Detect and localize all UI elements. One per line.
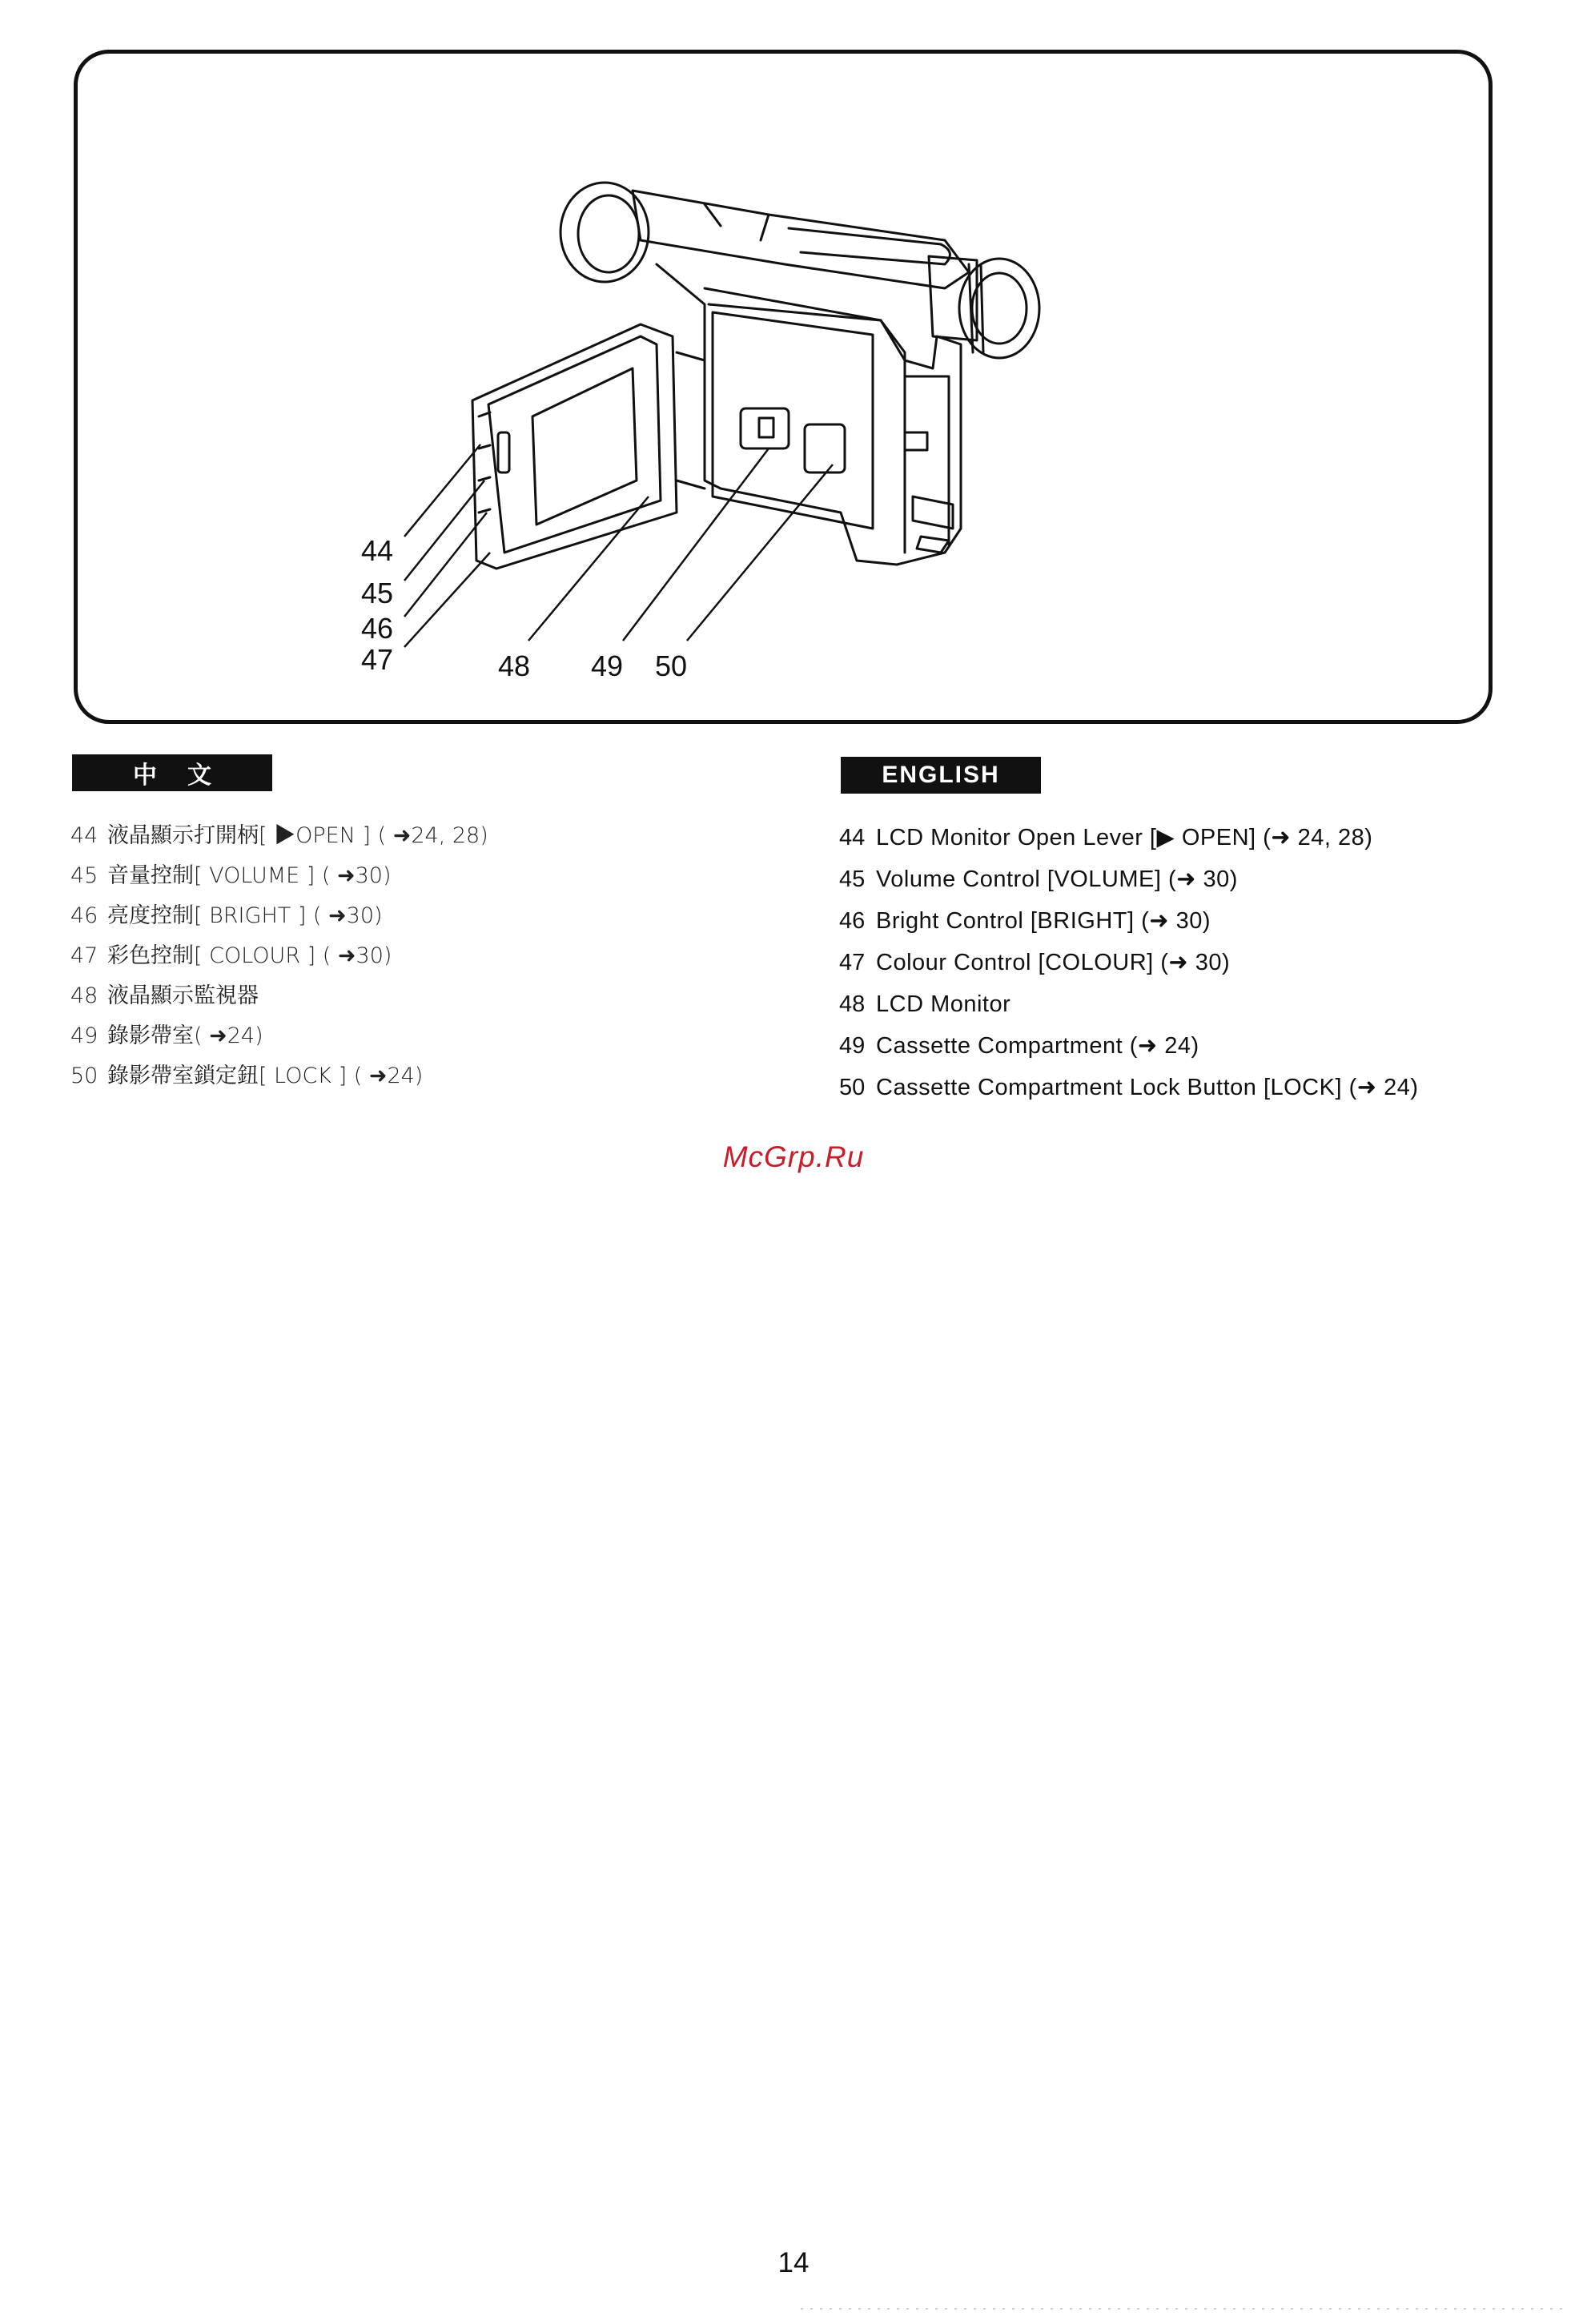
item-text: Volume Control [VOLUME] (➜ 30) xyxy=(876,866,1238,892)
item-number: 47 xyxy=(70,943,98,968)
item-text: 液晶顯示監視器 xyxy=(107,983,259,1008)
watermark-link[interactable]: McGrp.Ru xyxy=(722,1140,865,1173)
item-text: LCD Monitor Open Lever [▶ OPEN] (➜ 24, 28) xyxy=(876,825,1373,850)
list-item xyxy=(70,818,743,858)
item-number: 44 xyxy=(839,825,866,850)
item-text: Cassette Compartment Lock Button [LOCK] (➜ 24) xyxy=(876,1075,1419,1100)
callout-45: 45 xyxy=(361,577,394,609)
item-number: 48 xyxy=(70,983,98,1008)
lens-hood xyxy=(560,183,649,282)
item-number: 45 xyxy=(70,863,98,888)
list-item xyxy=(839,862,1528,903)
item-text: Colour Control [COLOUR] (➜ 30) xyxy=(876,950,1231,975)
callout-49: 49 xyxy=(591,649,624,682)
callout-47: 47 xyxy=(361,643,394,676)
list-item xyxy=(70,1059,743,1099)
list-item xyxy=(839,945,1528,987)
chinese-parts-list xyxy=(70,818,743,1099)
list-item xyxy=(839,987,1528,1028)
callout-50: 50 xyxy=(655,649,688,682)
section-heading-chinese: 中文 xyxy=(72,754,272,791)
list-item xyxy=(70,939,743,979)
item-text: 錄影帶室( ➜24) xyxy=(107,1023,263,1048)
camcorder-illustration xyxy=(0,0,1587,737)
list-item xyxy=(70,979,743,1019)
callout-44: 44 xyxy=(361,534,394,567)
item-number: 44 xyxy=(70,823,98,848)
page-number: 14 xyxy=(777,2247,810,2278)
cassette-lock-button-shape xyxy=(741,408,789,448)
list-item xyxy=(839,1028,1528,1070)
item-text: 液晶顯示打開柄[ ▶OPEN ] ( ➜24, 28) xyxy=(107,823,488,848)
item-number: 50 xyxy=(70,1063,98,1088)
item-text: Bright Control [BRIGHT] (➜ 30) xyxy=(876,908,1211,934)
list-item xyxy=(70,1019,743,1059)
list-item xyxy=(839,1070,1528,1112)
item-number: 49 xyxy=(839,1033,866,1059)
item-number: 48 xyxy=(839,991,866,1017)
item-number: 50 xyxy=(839,1075,866,1100)
section-heading-english: ENGLISH xyxy=(841,757,1041,794)
item-text: Cassette Compartment (➜ 24) xyxy=(876,1033,1199,1059)
item-number: 47 xyxy=(839,950,866,975)
lcd-screen xyxy=(532,368,637,525)
callout-48: 48 xyxy=(498,649,531,682)
callout-46: 46 xyxy=(361,612,394,645)
item-number: 45 xyxy=(839,866,866,892)
item-number: 46 xyxy=(70,903,98,928)
item-number: 49 xyxy=(70,1023,98,1048)
item-text: 亮度控制[ BRIGHT ] ( ➜30) xyxy=(107,903,383,928)
item-text: LCD Monitor xyxy=(876,991,1011,1017)
list-item xyxy=(839,903,1528,945)
scan-artifact xyxy=(801,2306,1569,2311)
english-parts-list xyxy=(839,820,1528,1112)
list-item xyxy=(70,858,743,899)
list-item xyxy=(70,899,743,939)
item-text: 錄影帶室鎖定鈕[ LOCK ] ( ➜24) xyxy=(107,1063,424,1088)
item-text: 音量控制[ VOLUME ] ( ➜30) xyxy=(107,863,392,888)
item-text: 彩色控制[ COLOUR ] ( ➜30) xyxy=(107,943,392,968)
item-number: 46 xyxy=(839,908,866,934)
list-item xyxy=(839,820,1528,862)
